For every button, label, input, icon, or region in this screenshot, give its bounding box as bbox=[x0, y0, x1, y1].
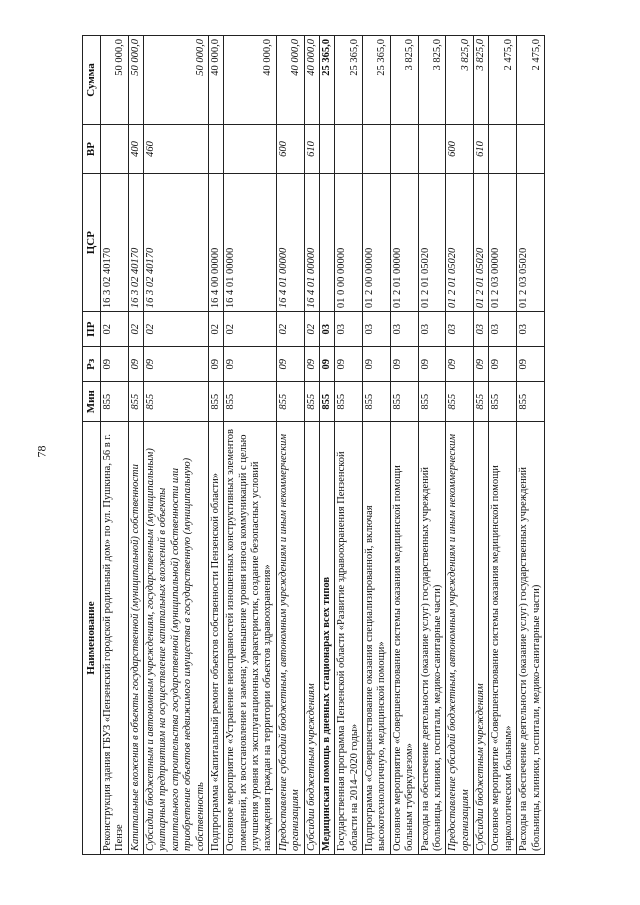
cell-csr: 16 4 01 00000 bbox=[304, 174, 319, 312]
cell-pr: 02 bbox=[224, 312, 277, 347]
cell-csr: 01 2 01 00000 bbox=[390, 174, 418, 312]
cell-csr: 16 4 01 00000 bbox=[224, 174, 277, 312]
cell-pr: 03 bbox=[517, 312, 545, 347]
table-row bbox=[489, 36, 517, 855]
table-row bbox=[446, 36, 474, 855]
cell-csr: 01 2 01 05020 bbox=[418, 174, 446, 312]
cell-pr: 02 bbox=[144, 312, 209, 347]
budget-table bbox=[82, 35, 545, 855]
cell-pr: 03 bbox=[335, 312, 363, 347]
page-number: 78 bbox=[34, 445, 49, 458]
cell-min: 855 bbox=[418, 382, 446, 422]
cell-name: Субсидии бюджетным учреждениям bbox=[304, 422, 319, 855]
cell-min: 855 bbox=[319, 382, 334, 422]
cell-csr: 16 4 00 00000 bbox=[208, 174, 223, 312]
cell-min: 855 bbox=[335, 382, 363, 422]
cell-min: 855 bbox=[208, 382, 223, 422]
table-row bbox=[276, 36, 304, 855]
cell-rz: 09 bbox=[208, 347, 223, 382]
cell-vr bbox=[363, 124, 391, 173]
cell-vr bbox=[208, 124, 223, 173]
cell-pr: 03 bbox=[474, 312, 489, 347]
cell-sum: 40 000,0 bbox=[224, 36, 277, 125]
cell-sum: 25 365,0 bbox=[335, 36, 363, 125]
cell-csr bbox=[319, 174, 334, 312]
cell-vr: 610 bbox=[474, 124, 489, 173]
table-row bbox=[144, 36, 209, 855]
cell-name: Основное мероприятие «Совершенствование системы оказания медицинской помощи наркологическим больным» bbox=[489, 422, 517, 855]
cell-sum: 3 825,0 bbox=[418, 36, 446, 125]
cell-name: Медицинская помощь в дневных стационарах всех типов bbox=[319, 422, 334, 855]
cell-min: 855 bbox=[517, 382, 545, 422]
cell-csr: 16 4 01 00000 bbox=[276, 174, 304, 312]
cell-min: 855 bbox=[446, 382, 474, 422]
cell-pr: 02 bbox=[276, 312, 304, 347]
cell-rz: 09 bbox=[418, 347, 446, 382]
cell-rz: 09 bbox=[335, 347, 363, 382]
cell-pr: 03 bbox=[363, 312, 391, 347]
cell-name: Субсидии бюджетным учреждениям bbox=[474, 422, 489, 855]
cell-name: Подпрограмма «Капитальный ремонт объектов собственности Пензенской области» bbox=[208, 422, 223, 855]
cell-sum: 25 365,0 bbox=[363, 36, 391, 125]
header-vr: ВР bbox=[83, 124, 101, 173]
cell-name: Основное мероприятие «Совершенствование системы оказания медицинской помощи больным туберкулезом» bbox=[390, 422, 418, 855]
cell-vr: 460 bbox=[144, 124, 209, 173]
cell-pr: 03 bbox=[446, 312, 474, 347]
cell-pr: 03 bbox=[319, 312, 334, 347]
cell-rz: 09 bbox=[224, 347, 277, 382]
cell-sum: 3 825,0 bbox=[474, 36, 489, 125]
cell-sum: 2 475,0 bbox=[489, 36, 517, 125]
table-row bbox=[100, 36, 128, 855]
cell-pr: 02 bbox=[100, 312, 128, 347]
cell-name: Основное мероприятие «Устранение неисправностей изношенных конструктивных элементов помещений, их восстановление и замена; уменьшение уровня износа коммуникаций с целью улучшения уровня их эксплуатационных характеристик, создание безопасных условий нахождения граждан на территории объектов здравоохранения» bbox=[224, 422, 277, 855]
cell-name: Предоставление субсидий бюджетным, автономным учреждениям и иным некоммерческим организациям bbox=[446, 422, 474, 855]
cell-rz: 09 bbox=[276, 347, 304, 382]
cell-min: 855 bbox=[474, 382, 489, 422]
cell-pr: 02 bbox=[304, 312, 319, 347]
cell-pr: 03 bbox=[418, 312, 446, 347]
header-name: Наименование bbox=[83, 422, 101, 855]
cell-min: 855 bbox=[390, 382, 418, 422]
cell-rz: 09 bbox=[517, 347, 545, 382]
cell-rz: 09 bbox=[304, 347, 319, 382]
cell-sum: 3 825,0 bbox=[390, 36, 418, 125]
table-row bbox=[418, 36, 446, 855]
table-row bbox=[224, 36, 277, 855]
cell-pr: 02 bbox=[128, 312, 143, 347]
cell-vr: 610 bbox=[304, 124, 319, 173]
cell-vr bbox=[335, 124, 363, 173]
cell-vr: 400 bbox=[128, 124, 143, 173]
cell-csr: 01 0 00 00000 bbox=[335, 174, 363, 312]
cell-sum: 40 000,0 bbox=[208, 36, 223, 125]
cell-rz: 09 bbox=[128, 347, 143, 382]
cell-sum: 3 825,0 bbox=[446, 36, 474, 125]
cell-min: 855 bbox=[100, 382, 128, 422]
cell-name: Подпрограмма «Совершенствование оказания специализированной, включая высокотехнологичную, медицинской помощи» bbox=[363, 422, 391, 855]
cell-rz: 09 bbox=[446, 347, 474, 382]
cell-name: Расходы на обеспечение деятельности (оказание услуг) государственных учреждений (больницы, клиники, госпитали, медико-санитарные части) bbox=[418, 422, 446, 855]
cell-sum: 40 000,0 bbox=[276, 36, 304, 125]
cell-sum: 50 000,0 bbox=[128, 36, 143, 125]
cell-vr: 600 bbox=[276, 124, 304, 173]
cell-csr: 16 3 02 40170 bbox=[144, 174, 209, 312]
header-rz: Рз bbox=[83, 347, 101, 382]
table-row bbox=[363, 36, 391, 855]
cell-name: Расходы на обеспечение деятельности (оказание услуг) государственных учреждений (больницы, клиники, госпитали, медико-санитарные части) bbox=[517, 422, 545, 855]
cell-vr bbox=[319, 124, 334, 173]
cell-rz: 09 bbox=[489, 347, 517, 382]
cell-min: 855 bbox=[276, 382, 304, 422]
cell-sum: 40 000,0 bbox=[304, 36, 319, 125]
table-row bbox=[335, 36, 363, 855]
cell-vr bbox=[224, 124, 277, 173]
header-pr: ПР bbox=[83, 312, 101, 347]
table-row bbox=[319, 36, 334, 855]
cell-rz: 09 bbox=[474, 347, 489, 382]
cell-csr: 16 3 02 40170 bbox=[128, 174, 143, 312]
cell-name: Реконструкция здания ГБУЗ «Пензенский городской родильный дом» по ул. Пушкина, 56 в г. Пензе bbox=[100, 422, 128, 855]
cell-sum: 50 000,0 bbox=[144, 36, 209, 125]
table-row bbox=[128, 36, 143, 855]
header-csr: ЦСР bbox=[83, 174, 101, 312]
cell-vr bbox=[418, 124, 446, 173]
cell-pr: 03 bbox=[489, 312, 517, 347]
cell-name: Предоставление субсидий бюджетным, автономным учреждениям и иным некоммерческим организациям bbox=[276, 422, 304, 855]
cell-name: Капитальные вложения в объекты государственной (муниципальной) собственности bbox=[128, 422, 143, 855]
table-row bbox=[304, 36, 319, 855]
cell-sum: 50 000,0 bbox=[100, 36, 128, 125]
cell-min: 855 bbox=[128, 382, 143, 422]
cell-pr: 03 bbox=[390, 312, 418, 347]
cell-csr: 01 2 03 05020 bbox=[517, 174, 545, 312]
cell-name: Государственная программа Пензенской области «Развитие здравоохранения Пензенской области на 2014–2020 годы» bbox=[335, 422, 363, 855]
cell-min: 855 bbox=[304, 382, 319, 422]
cell-rz: 09 bbox=[100, 347, 128, 382]
table-body bbox=[100, 36, 544, 855]
cell-vr bbox=[489, 124, 517, 173]
cell-csr: 01 2 01 05020 bbox=[446, 174, 474, 312]
cell-vr bbox=[100, 124, 128, 173]
cell-rz: 09 bbox=[319, 347, 334, 382]
table-row bbox=[474, 36, 489, 855]
cell-sum: 2 475,0 bbox=[517, 36, 545, 125]
header-min: Мин bbox=[83, 382, 101, 422]
cell-min: 855 bbox=[363, 382, 391, 422]
cell-csr: 16 3 02 40170 bbox=[100, 174, 128, 312]
cell-vr bbox=[390, 124, 418, 173]
cell-pr: 02 bbox=[208, 312, 223, 347]
cell-min: 855 bbox=[144, 382, 209, 422]
table-header-row bbox=[83, 36, 101, 855]
cell-csr: 01 2 00 00000 bbox=[363, 174, 391, 312]
cell-min: 855 bbox=[489, 382, 517, 422]
cell-csr: 01 2 01 05020 bbox=[474, 174, 489, 312]
cell-rz: 09 bbox=[144, 347, 209, 382]
cell-vr: 600 bbox=[446, 124, 474, 173]
table-row bbox=[517, 36, 545, 855]
cell-sum: 25 365,0 bbox=[319, 36, 334, 125]
cell-csr: 01 2 03 00000 bbox=[489, 174, 517, 312]
cell-min: 855 bbox=[224, 382, 277, 422]
cell-vr bbox=[517, 124, 545, 173]
cell-name: Субсидии бюджетным и автономным учреждениям, государственным (муниципальным) унитарным предприятиям на осуществление капитальных вложений в объекты капитального строительства государственной (муниципальной) собственности или приобретение объектов недвижимого имущества в государственную (муниципальную) собственность bbox=[144, 422, 209, 855]
table-row bbox=[390, 36, 418, 855]
table-row bbox=[208, 36, 223, 855]
cell-rz: 09 bbox=[363, 347, 391, 382]
cell-rz: 09 bbox=[390, 347, 418, 382]
header-sum: Сумма bbox=[83, 36, 101, 125]
rotated-page bbox=[82, 35, 634, 855]
